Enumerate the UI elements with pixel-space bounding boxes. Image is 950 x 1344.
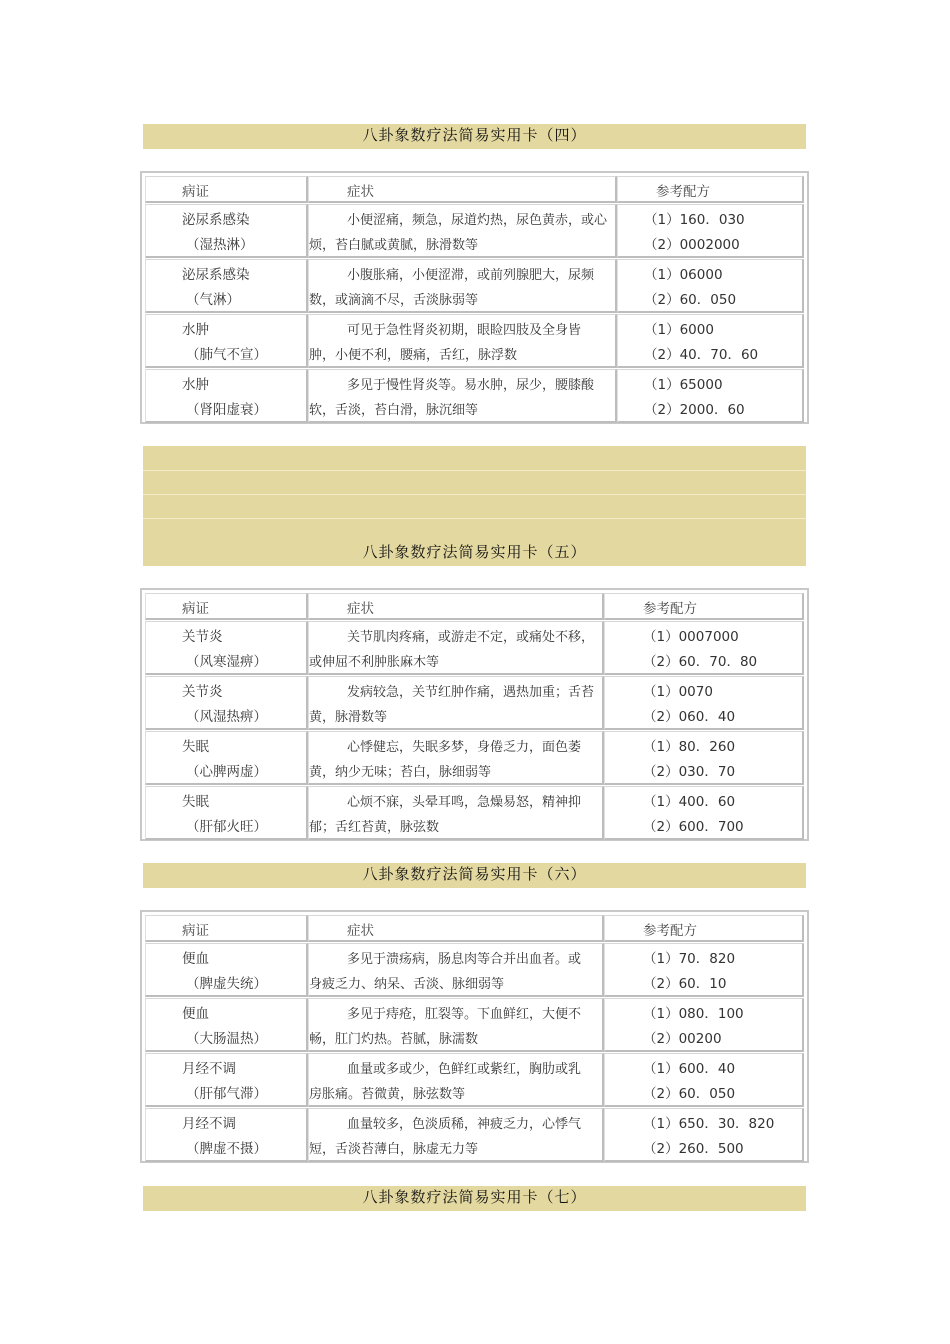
- table-row: [145, 259, 804, 313]
- symptom-line-2: 烦，苔白腻或黄腻，脉滑数等: [309, 238, 479, 253]
- prescription-cell: [604, 731, 804, 785]
- header-symptom: 症状: [308, 176, 617, 203]
- card-title: 八卦象数疗法简易实用卡（七）: [362, 1188, 587, 1206]
- header-symptom: 症状: [308, 593, 604, 620]
- prescription-cell: [604, 943, 804, 997]
- disease-cell: [145, 259, 308, 313]
- table-header-row: [145, 593, 804, 620]
- remedy-table: [140, 588, 809, 841]
- disease-cell: [145, 204, 308, 258]
- header-disease: 病证: [145, 915, 308, 942]
- prescription-2: （2）0002000: [644, 237, 740, 253]
- disease-cell: [145, 731, 308, 785]
- table-row: [145, 314, 804, 368]
- disease-cell: [145, 786, 308, 840]
- prescription-cell: [617, 259, 804, 313]
- symptom-cell: [308, 731, 604, 785]
- symptom-line-1: 血量或多或少，色鲜红或紫红，胸肋或乳: [347, 1062, 582, 1077]
- card-title: 八卦象数疗法简易实用卡（六）: [362, 865, 587, 883]
- symptom-line-1: 关节肌肉疼痛，或游走不定，或痛处不移，: [347, 630, 595, 645]
- symptom-line-2: 软，舌淡，苔白滑，脉沉细等: [309, 403, 479, 418]
- disease-name: 泌尿系感染: [182, 212, 250, 228]
- prescription-cell: [604, 1108, 804, 1162]
- header-prescription: 参考配方: [617, 176, 804, 203]
- disease-cell: [145, 621, 308, 675]
- disease-name: 便血: [182, 951, 209, 967]
- symptom-line-2: 畅，肛门灼热。苔腻，脉濡数: [309, 1032, 479, 1047]
- disease-type: （气淋）: [186, 292, 240, 308]
- disease-type: （脾虚不摄）: [186, 1141, 267, 1157]
- disease-type: （风湿热痹）: [186, 709, 267, 725]
- prescription-cell: [604, 621, 804, 675]
- prescription-cell: [604, 998, 804, 1052]
- disease-cell: [145, 314, 308, 368]
- symptom-line-1: 多见于慢性肾炎等。易水肿，尿少，腰膝酸: [347, 378, 595, 393]
- symptom-line-1: 可见于急性肾炎初期，眼睑四肢及全身皆: [347, 323, 582, 338]
- prescription-2: （2）60．10: [643, 976, 727, 992]
- prescription-2: （2）260．500: [643, 1141, 744, 1157]
- table-row: [145, 676, 804, 730]
- card-title-banner: [143, 446, 806, 566]
- remedy-table: [140, 171, 809, 424]
- symptom-line-2: 短，舌淡苔薄白，脉虚无力等: [309, 1142, 479, 1157]
- prescription-2: （2）40．70．60: [644, 347, 759, 363]
- prescription-1: （1）160．030: [644, 212, 745, 228]
- disease-type: （风寒湿痹）: [186, 654, 267, 670]
- symptom-line-1: 心烦不寐，头晕耳鸣，急燥易怒，精神抑: [347, 795, 582, 810]
- prescription-1: （1）0007000: [643, 629, 739, 645]
- symptom-cell: [308, 314, 617, 368]
- symptom-line-1: 发病较急，关节红肿作痛，遇热加重；舌苔: [347, 685, 595, 700]
- prescription-2: （2）2000．60: [644, 402, 745, 418]
- symptom-cell: [308, 369, 617, 423]
- symptom-cell: [308, 1108, 604, 1162]
- symptom-line-2: 郁；舌红苔黄，脉弦数: [309, 820, 440, 835]
- header-prescription: 参考配方: [604, 593, 804, 620]
- disease-type: （肾阳虚衰）: [186, 402, 267, 418]
- card-title-banner: [143, 863, 806, 888]
- symptom-line-2: 房胀痛。苔微黄，脉弦数等: [309, 1087, 466, 1102]
- prescription-1: （1）400．60: [643, 794, 736, 810]
- disease-name: 水肿: [182, 322, 209, 338]
- disease-type: （肺气不宣）: [186, 347, 267, 363]
- prescription-2: （2）030．70: [643, 764, 736, 780]
- symptom-cell: [308, 1053, 604, 1107]
- disease-type: （脾虚失统）: [186, 976, 267, 992]
- disease-type: （肝郁火旺）: [186, 819, 267, 835]
- symptom-cell: [308, 204, 617, 258]
- table-row: [145, 943, 804, 997]
- header-prescription: 参考配方: [604, 915, 804, 942]
- table-row: [145, 204, 804, 258]
- symptom-line-2: 数，或滴滴不尽，舌淡脉弱等: [309, 293, 479, 308]
- symptom-line-1: 血量较多，色淡质稀，神疲乏力，心悸气: [347, 1117, 582, 1132]
- disease-name: 关节炎: [182, 629, 223, 645]
- prescription-1: （1）06000: [644, 267, 723, 283]
- prescription-cell: [617, 314, 804, 368]
- prescription-1: （1）0070: [643, 684, 713, 700]
- table-row: [145, 621, 804, 675]
- prescription-1: （1）650．30．820: [643, 1116, 775, 1132]
- symptom-line-1: 心悸健忘，失眠多梦，身倦乏力，面色萎: [347, 740, 582, 755]
- symptom-cell: [308, 786, 604, 840]
- symptom-line-2: 黄，脉滑数等: [309, 710, 388, 725]
- table-row: [145, 786, 804, 840]
- card-title: 八卦象数疗法简易实用卡（五）: [362, 543, 587, 561]
- prescription-2: （2）00200: [643, 1031, 722, 1047]
- disease-cell: [145, 1053, 308, 1107]
- symptom-line-2: 身疲乏力、纳呆、舌淡、脉细弱等: [309, 977, 505, 992]
- symptom-cell: [308, 998, 604, 1052]
- disease-cell: [145, 676, 308, 730]
- table-row: [145, 1108, 804, 1162]
- table-row: [145, 369, 804, 423]
- prescription-1: （1）080．100: [643, 1006, 744, 1022]
- prescription-2: （2）60．050: [644, 292, 737, 308]
- symptom-cell: [308, 943, 604, 997]
- disease-cell: [145, 998, 308, 1052]
- prescription-2: （2）60．050: [643, 1086, 736, 1102]
- disease-name: 失眠: [182, 739, 209, 755]
- prescription-cell: [617, 369, 804, 423]
- disease-name: 失眠: [182, 794, 209, 810]
- card-title: 八卦象数疗法简易实用卡（四）: [362, 126, 587, 144]
- disease-name: 月经不调: [182, 1116, 236, 1132]
- table-row: [145, 731, 804, 785]
- disease-name: 水肿: [182, 377, 209, 393]
- header-disease: 病证: [145, 593, 308, 620]
- symptom-line-1: 多见于溃疡病，肠息肉等合并出血者。或: [347, 952, 582, 967]
- symptom-line-1: 小便涩痛，频急，尿道灼热，尿色黄赤，或心: [347, 213, 608, 228]
- table-header-row: [145, 176, 804, 203]
- table-header-row: [145, 915, 804, 942]
- symptom-cell: [308, 621, 604, 675]
- disease-name: 便血: [182, 1006, 209, 1022]
- prescription-cell: [617, 204, 804, 258]
- symptom-line-2: 或伸屈不利肿胀麻木等: [309, 655, 440, 670]
- symptom-cell: [308, 676, 604, 730]
- prescription-2: （2）60．70．80: [643, 654, 758, 670]
- remedy-table: [140, 910, 809, 1163]
- disease-cell: [145, 1108, 308, 1162]
- card-title-banner: [143, 124, 806, 149]
- table-row: [145, 998, 804, 1052]
- symptom-line-1: 小腹胀痛，小便涩滞，或前列腺肥大，尿频: [347, 268, 595, 283]
- header-symptom: 症状: [308, 915, 604, 942]
- symptom-line-2: 黄，纳少无味；苔白，脉细弱等: [309, 765, 492, 780]
- table-row: [145, 1053, 804, 1107]
- prescription-cell: [604, 1053, 804, 1107]
- prescription-1: （1）600．40: [643, 1061, 736, 1077]
- prescription-1: （1）6000: [644, 322, 714, 338]
- disease-name: 关节炎: [182, 684, 223, 700]
- disease-cell: [145, 369, 308, 423]
- prescription-cell: [604, 786, 804, 840]
- prescription-1: （1）80．260: [643, 739, 736, 755]
- disease-type: （大肠温热）: [186, 1031, 267, 1047]
- symptom-line-1: 多见于痔疮，肛裂等。下血鲜红，大便不: [347, 1007, 582, 1022]
- card-title-banner: [143, 1186, 806, 1211]
- prescription-1: （1）70．820: [643, 951, 736, 967]
- disease-type: （湿热淋）: [186, 237, 254, 253]
- prescription-2: （2）060．40: [643, 709, 736, 725]
- disease-type: （心脾两虚）: [186, 764, 267, 780]
- prescription-1: （1）65000: [644, 377, 723, 393]
- disease-type: （肝郁气滞）: [186, 1086, 267, 1102]
- disease-name: 月经不调: [182, 1061, 236, 1077]
- prescription-cell: [604, 676, 804, 730]
- symptom-line-2: 肿，小便不利，腰痛，舌红，脉浮数: [309, 348, 518, 363]
- disease-name: 泌尿系感染: [182, 267, 250, 283]
- symptom-cell: [308, 259, 617, 313]
- disease-cell: [145, 943, 308, 997]
- prescription-2: （2）600．700: [643, 819, 744, 835]
- header-disease: 病证: [145, 176, 308, 203]
